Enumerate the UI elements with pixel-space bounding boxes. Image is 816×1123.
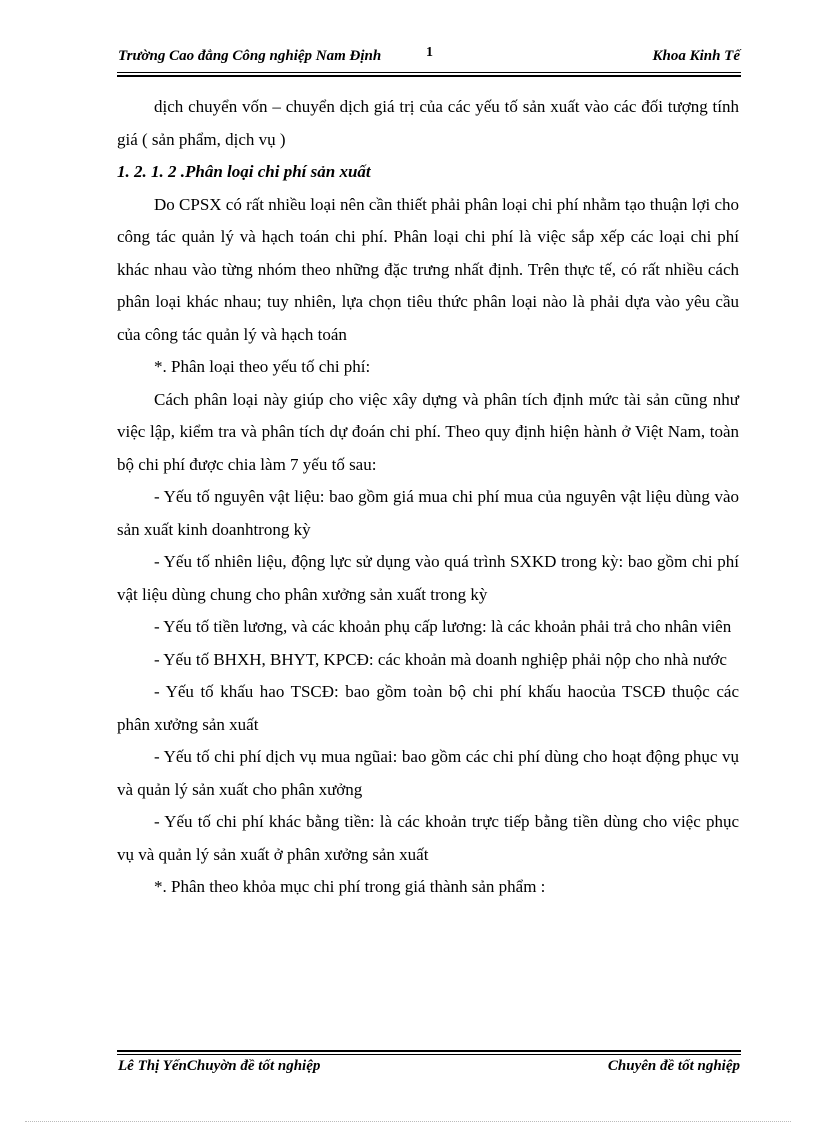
- list-item: - Yếu tố nguyên vật liệu: bao gồm giá mua chi phí mua của nguyên vật liệu dùng vào sản xuất kinh doanhtrong kỳ: [117, 487, 739, 539]
- list-item: - Yếu tố chi phí khác bằng tiền: là các khoản trực tiếp bằng tiền dùng cho việc phục vụ và quản lý sản xuất ở phân xưởng sản xuất: [117, 812, 739, 864]
- list-item: - Yếu tố nhiên liệu, động lực sử dụng vào quá trình SXKD trong kỳ: bao gồm chi phí vật liệu dùng chung cho phân xưởng sản xuất trong kỳ: [117, 552, 739, 604]
- list-item: - Yếu tố tiền lương, và các khoản phụ cấp lương: là các khoản phải trả cho nhân viên: [154, 617, 732, 636]
- header-school-name: Trường Cao đẳng Công nghiệp Nam Định: [118, 48, 382, 64]
- header-rule: [117, 72, 741, 73]
- paragraph: Do CPSX có rất nhiều loại nên cần thiết phải phân loại chi phí nhằm tạo thuận lợi cho công tác quản lý và hạch toán chi phí. Phân loại chi phí là việc sắp xếp các loại chi phí khác nhau vào từng nhóm theo những đặc trưng nhất định. Trên thực tế, có rất nhiều cách phân loại khác nhau; tuy nhiên, lựa chọn tiêu thức phân loại nào là phải dựa vào yêu cầu của công tác quản lý và hạch toán: [117, 194, 739, 344]
- footer-rule: [117, 1054, 741, 1055]
- header-department: Khoa Kinh Tế: [652, 48, 740, 64]
- header-page-number: 1: [426, 45, 433, 60]
- page-bottom-dotted-line: [25, 1121, 791, 1122]
- page-header: [118, 45, 740, 68]
- paragraph-continuation: dịch chuyển vốn – chuyển dịch giá trị của các yếu tố sản xuất vào các đối tượng tính giá ( sản phẩm, dịch vụ ): [117, 97, 739, 149]
- paragraph: *. Phân loại theo yếu tố chi phí:: [154, 357, 371, 376]
- page-footer: [118, 1058, 740, 1078]
- header-rule-thick: [117, 75, 741, 77]
- footer-rule-thick: [117, 1050, 741, 1052]
- list-item: - Yếu tố BHXH, BHYT, KPCĐ: các khoản mà doanh nghiệp phải nộp cho nhà nước: [154, 649, 727, 669]
- paragraph: Cách phân loại này giúp cho việc xây dựng và phân tích định mức tài sản cũng như việc lập, kiểm tra và phân tích dự đoán chi phí. Theo quy định hiện hành ở Việt Nam, toàn bộ chi phí được chia làm 7 yếu tố sau:: [117, 389, 739, 474]
- document-body: [117, 91, 739, 904]
- section-heading: 1. 2. 1. 2 .Phân loại chi phí sản xuất: [117, 162, 371, 181]
- list-item: - Yếu tố chi phí dịch vụ mua ngũai: bao gồm các chi phí dùng cho hoạt động phục vụ và quản lý sản xuất cho phân xưởng: [117, 747, 739, 799]
- paragraph: *. Phân theo khỏa mục chi phí trong giá thành sản phẩm :: [154, 877, 546, 896]
- list-item: - Yếu tố khấu hao TSCĐ: bao gồm toàn bộ chi phí khấu haocủa TSCĐ thuộc các phân xưởng sản xuất: [117, 682, 739, 734]
- footer-title: Chuyên đề tốt nghiệp: [607, 1058, 740, 1074]
- footer-author: Lê Thị YếnChuyờn đề tốt nghiệp: [118, 1058, 321, 1074]
